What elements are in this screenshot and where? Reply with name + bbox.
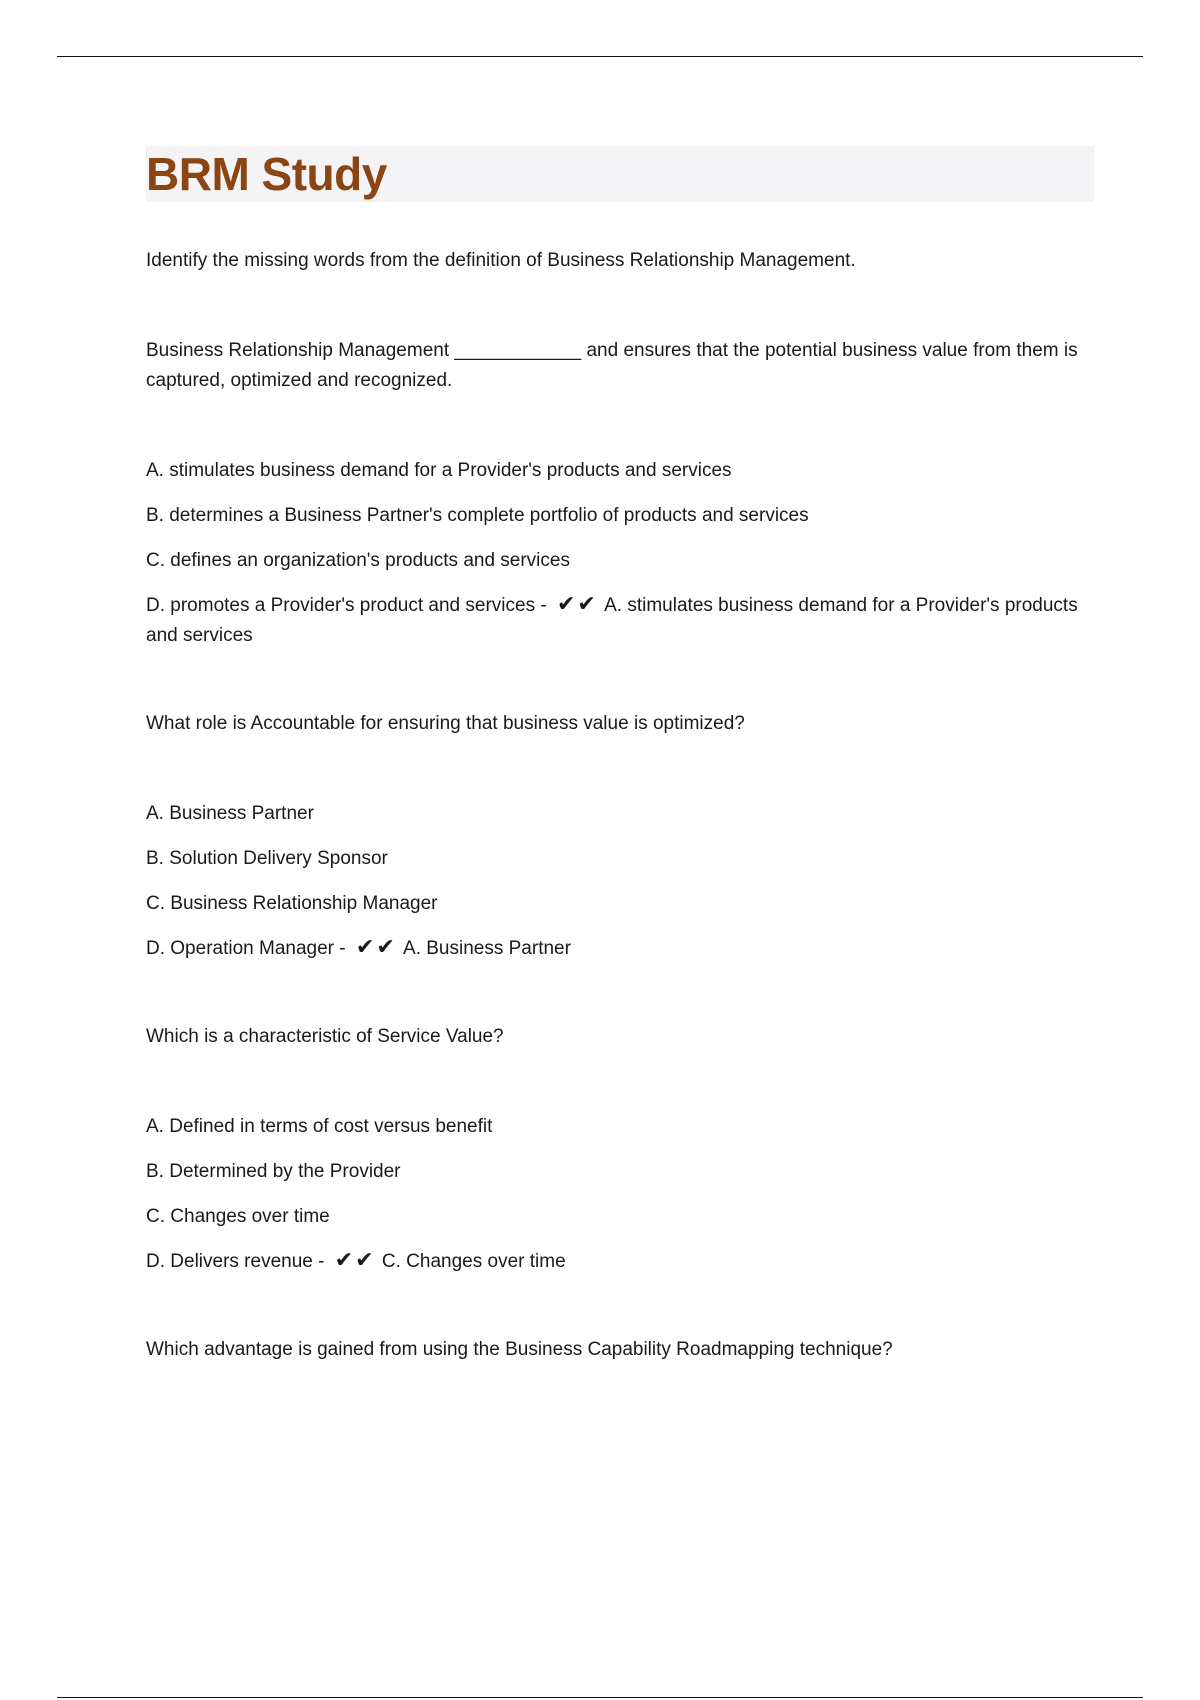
question-3-option-c: C. Changes over time: [146, 1206, 330, 1227]
question-1-option-a: A. stimulates business demand for a Provider's products and services: [146, 460, 732, 481]
question-1-option-c: C. defines an organization's products and services: [146, 550, 570, 571]
question-1-option-d: D. promotes a Provider's product and services -: [146, 595, 547, 616]
question-2-option-d-with-answer: [146, 934, 1094, 964]
check-icon: ✔: [355, 1247, 374, 1272]
check-icon: ✔: [577, 591, 596, 616]
question-1-answer: A. stimulates business demand for a Provider's products and services: [146, 595, 1078, 646]
answer-check-icons: [355, 934, 401, 959]
question-1-option-d-with-answer: [146, 591, 1094, 651]
question-3-answer: C. Changes over time: [381, 1251, 566, 1272]
check-icon: ✔: [334, 1247, 354, 1272]
bottom-rule: [57, 1697, 1143, 1698]
document-body: [146, 146, 1094, 1365]
question-3-prompt: Which is a characteristic of Service Value?: [146, 1026, 504, 1047]
question-3-option-d: D. Delivers revenue -: [146, 1251, 325, 1272]
answer-check-icons: [334, 1247, 380, 1272]
question-2-option-a: A. Business Partner: [146, 803, 314, 824]
top-rule: [57, 56, 1143, 57]
question-3-option-d-with-answer: [146, 1247, 1094, 1277]
question-4-prompt: Which advantage is gained from using the Business Capability Roadmapping technique?: [146, 1339, 893, 1360]
answer-check-icons: [556, 591, 602, 616]
question-3-option-b: B. Determined by the Provider: [146, 1161, 401, 1182]
question-1-prompt: Identify the missing words from the definition of Business Relationship Management.: [146, 250, 856, 271]
title-band: [146, 146, 1094, 202]
question-2-option-b: B. Solution Delivery Sponsor: [146, 848, 388, 869]
question-3-option-a: A. Defined in terms of cost versus benefit: [146, 1116, 493, 1137]
check-icon: ✔: [355, 934, 375, 959]
page-title: BRM Study: [146, 148, 387, 200]
question-2-prompt: What role is Accountable for ensuring that business value is optimized?: [146, 713, 745, 734]
question-1-definition: Business Relationship Management ____________ and ensures that the potential business value from them is captured, optimized and recognized.: [146, 340, 1078, 391]
question-1-option-b: B. determines a Business Partner's complete portfolio of products and services: [146, 505, 809, 526]
check-icon: ✔: [556, 591, 576, 616]
question-2-answer: A. Business Partner: [403, 938, 571, 959]
question-2-option-c: C. Business Relationship Manager: [146, 893, 438, 914]
check-icon: ✔: [376, 934, 395, 959]
question-2-option-d: D. Operation Manager -: [146, 938, 346, 959]
